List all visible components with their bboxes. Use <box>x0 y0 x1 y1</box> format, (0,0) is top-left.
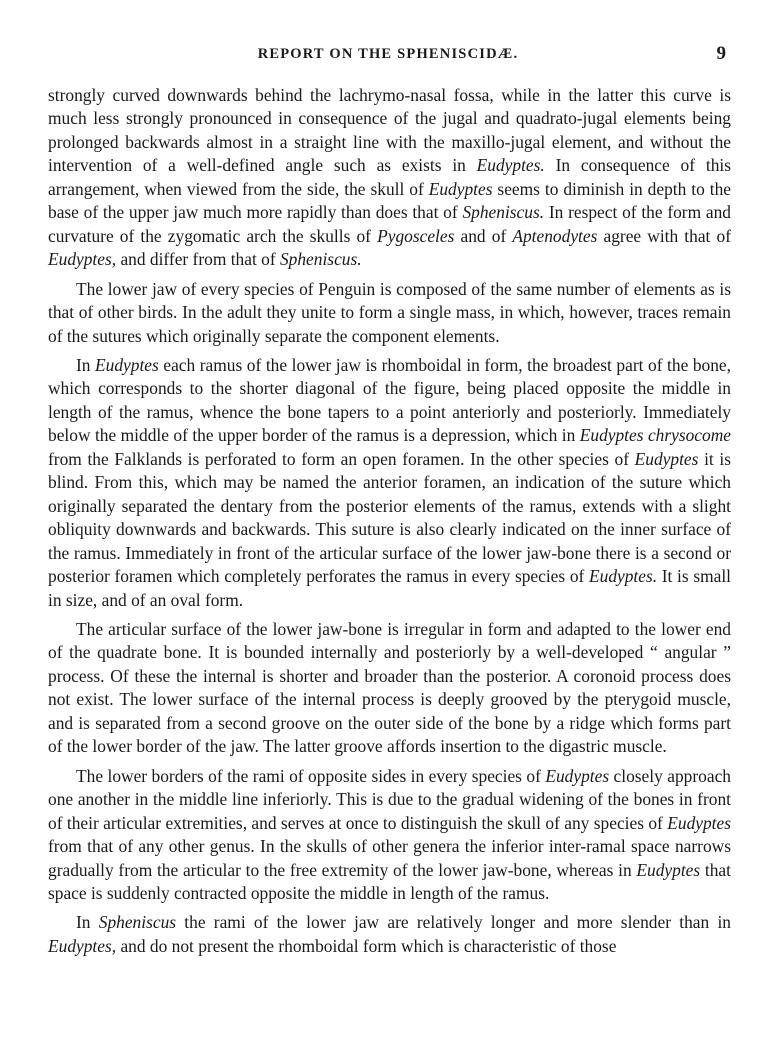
italic-term: Spheniscus. <box>279 249 362 270</box>
paragraph-p4 <box>48 618 731 759</box>
paragraph-p2 <box>48 278 731 348</box>
italic-term: Eudyptes <box>634 448 699 469</box>
text-run: the rami of the lower jaw are relatively longer and more slender than in <box>176 912 731 933</box>
italic-term: Aptenodytes <box>512 225 598 246</box>
paragraph-p1 <box>48 84 731 272</box>
running-title: REPORT ON THE SPHENISCIDÆ. <box>257 46 519 62</box>
paragraph-p6 <box>48 911 731 958</box>
page-header <box>48 43 728 68</box>
italic-term: Eudyptes <box>95 354 159 375</box>
italic-term: Eudyptes, <box>48 935 117 956</box>
text-run: The lower jaw of every species of Penguin is composed of the same number of elements as is that of other birds. In the adult they unite to form a single mass, in which, however, traces remain of the sutures which originally separate the component elements. <box>48 278 731 346</box>
text-run: agree with that of <box>597 225 731 246</box>
italic-term: Spheniscus. <box>462 202 545 223</box>
text-run: that space is suddenly contracted opposite the middle in length of the ramus. <box>48 859 731 903</box>
text-run: In <box>76 354 96 375</box>
italic-term: Eudyptes <box>428 178 493 199</box>
paragraph-p5 <box>48 765 731 906</box>
text-run: it is blind. From this, which may be named the anterior foramen, an indication of the suture which originally separated the dentary from the posterior elements of the ramus, extends with a slight obliquity downwards and backwards. This suture is also clearly indicated on the inner surface of the ramus. Immediately in front of the articular surface of the lower jaw-bone there is a second or posterior foramen which completely perforates the ramus in every species of <box>48 448 731 587</box>
italic-term: Eudyptes <box>545 765 610 786</box>
text-run: each ramus of the lower jaw is rhomboidal in form, the broadest part of the bone, which corresponds to the shorter diagonal of the figure, being placed opposite the middle in length of the ramus, whence the bone tapers to a point anteriorly and posteriorly. Immediately below the middle of the upper border of the ramus is a depression, which in <box>48 354 731 446</box>
italic-term: Eudyptes <box>636 859 701 880</box>
text-run: from that of any other genus. In the skulls of other genera the inferior inter-ramal space narrows gradually from the articular to the free extremity of the lower jaw-bone, whereas in <box>48 836 731 880</box>
italic-term: Eudyptes. <box>476 155 545 176</box>
italic-term: Spheniscus <box>98 912 177 933</box>
text-run: strongly curved downwards behind the lachrymo-nasal fossa, while in the latter this curve is much less strongly pronounced in consequence of the jugal and quadrato-jugal elements being prolonged backwards almost in a straight line with the maxillo-jugal element, and without the intervention of a well-defined angle such as exists in <box>48 85 731 176</box>
text-run: The articular surface of the lower jaw-bone is irregular in form and adapted to the lower end of the quadrate bone. It is bounded internally and posteriorly by a well-developed “ angular ” process. Of these the internal is shorter and broader than the posterior. A coronoid process does not exist. The lower surface of the internal process is deeply grooved by the pterygoid muscle, and is separated from a second groove on the outer side of the bone by a ridge which forms part of the lower border of the jaw. The latter groove affords insertion to the digastric muscle. <box>48 618 731 757</box>
italic-term: Pygosceles <box>377 225 455 246</box>
italic-term: Eudyptes, <box>48 249 117 270</box>
text-run: In respect of the form and curvature of the zygomatic arch the skulls of <box>48 202 731 246</box>
italic-term: Eudyptes. <box>589 566 658 587</box>
text-run: In <box>76 912 99 933</box>
text-run: and differ from that of <box>116 249 280 270</box>
body-text <box>48 84 731 964</box>
text-run: It is small in size, and of an oval form. <box>48 566 731 610</box>
text-run: seems to diminish in depth to the base of the upper jaw much more rapidly than does that of <box>48 178 732 223</box>
page-number: 9 <box>716 43 726 64</box>
text-run: In consequence of this arrangement, when viewed from the side, the skull of <box>48 155 731 199</box>
text-run: and of <box>454 225 513 246</box>
text-run: and do not present the rhomboidal form which is characteristic of those <box>116 935 617 956</box>
italic-term: Eudyptes <box>667 812 731 833</box>
text-run: closely approach one another in the middle line inferiorly. This is due to the gradual widening of the bones in front of their articular extremities, and serves at once to distinguish the skull of any species of <box>48 765 731 833</box>
text-run: The lower borders of the rami of opposite sides in every species of <box>76 765 546 786</box>
italic-term: Eudyptes chrysocome <box>579 425 731 446</box>
text-run: from the Falklands is perforated to form an open foramen. In the other species of <box>48 448 635 469</box>
paragraph-p3 <box>48 354 731 612</box>
